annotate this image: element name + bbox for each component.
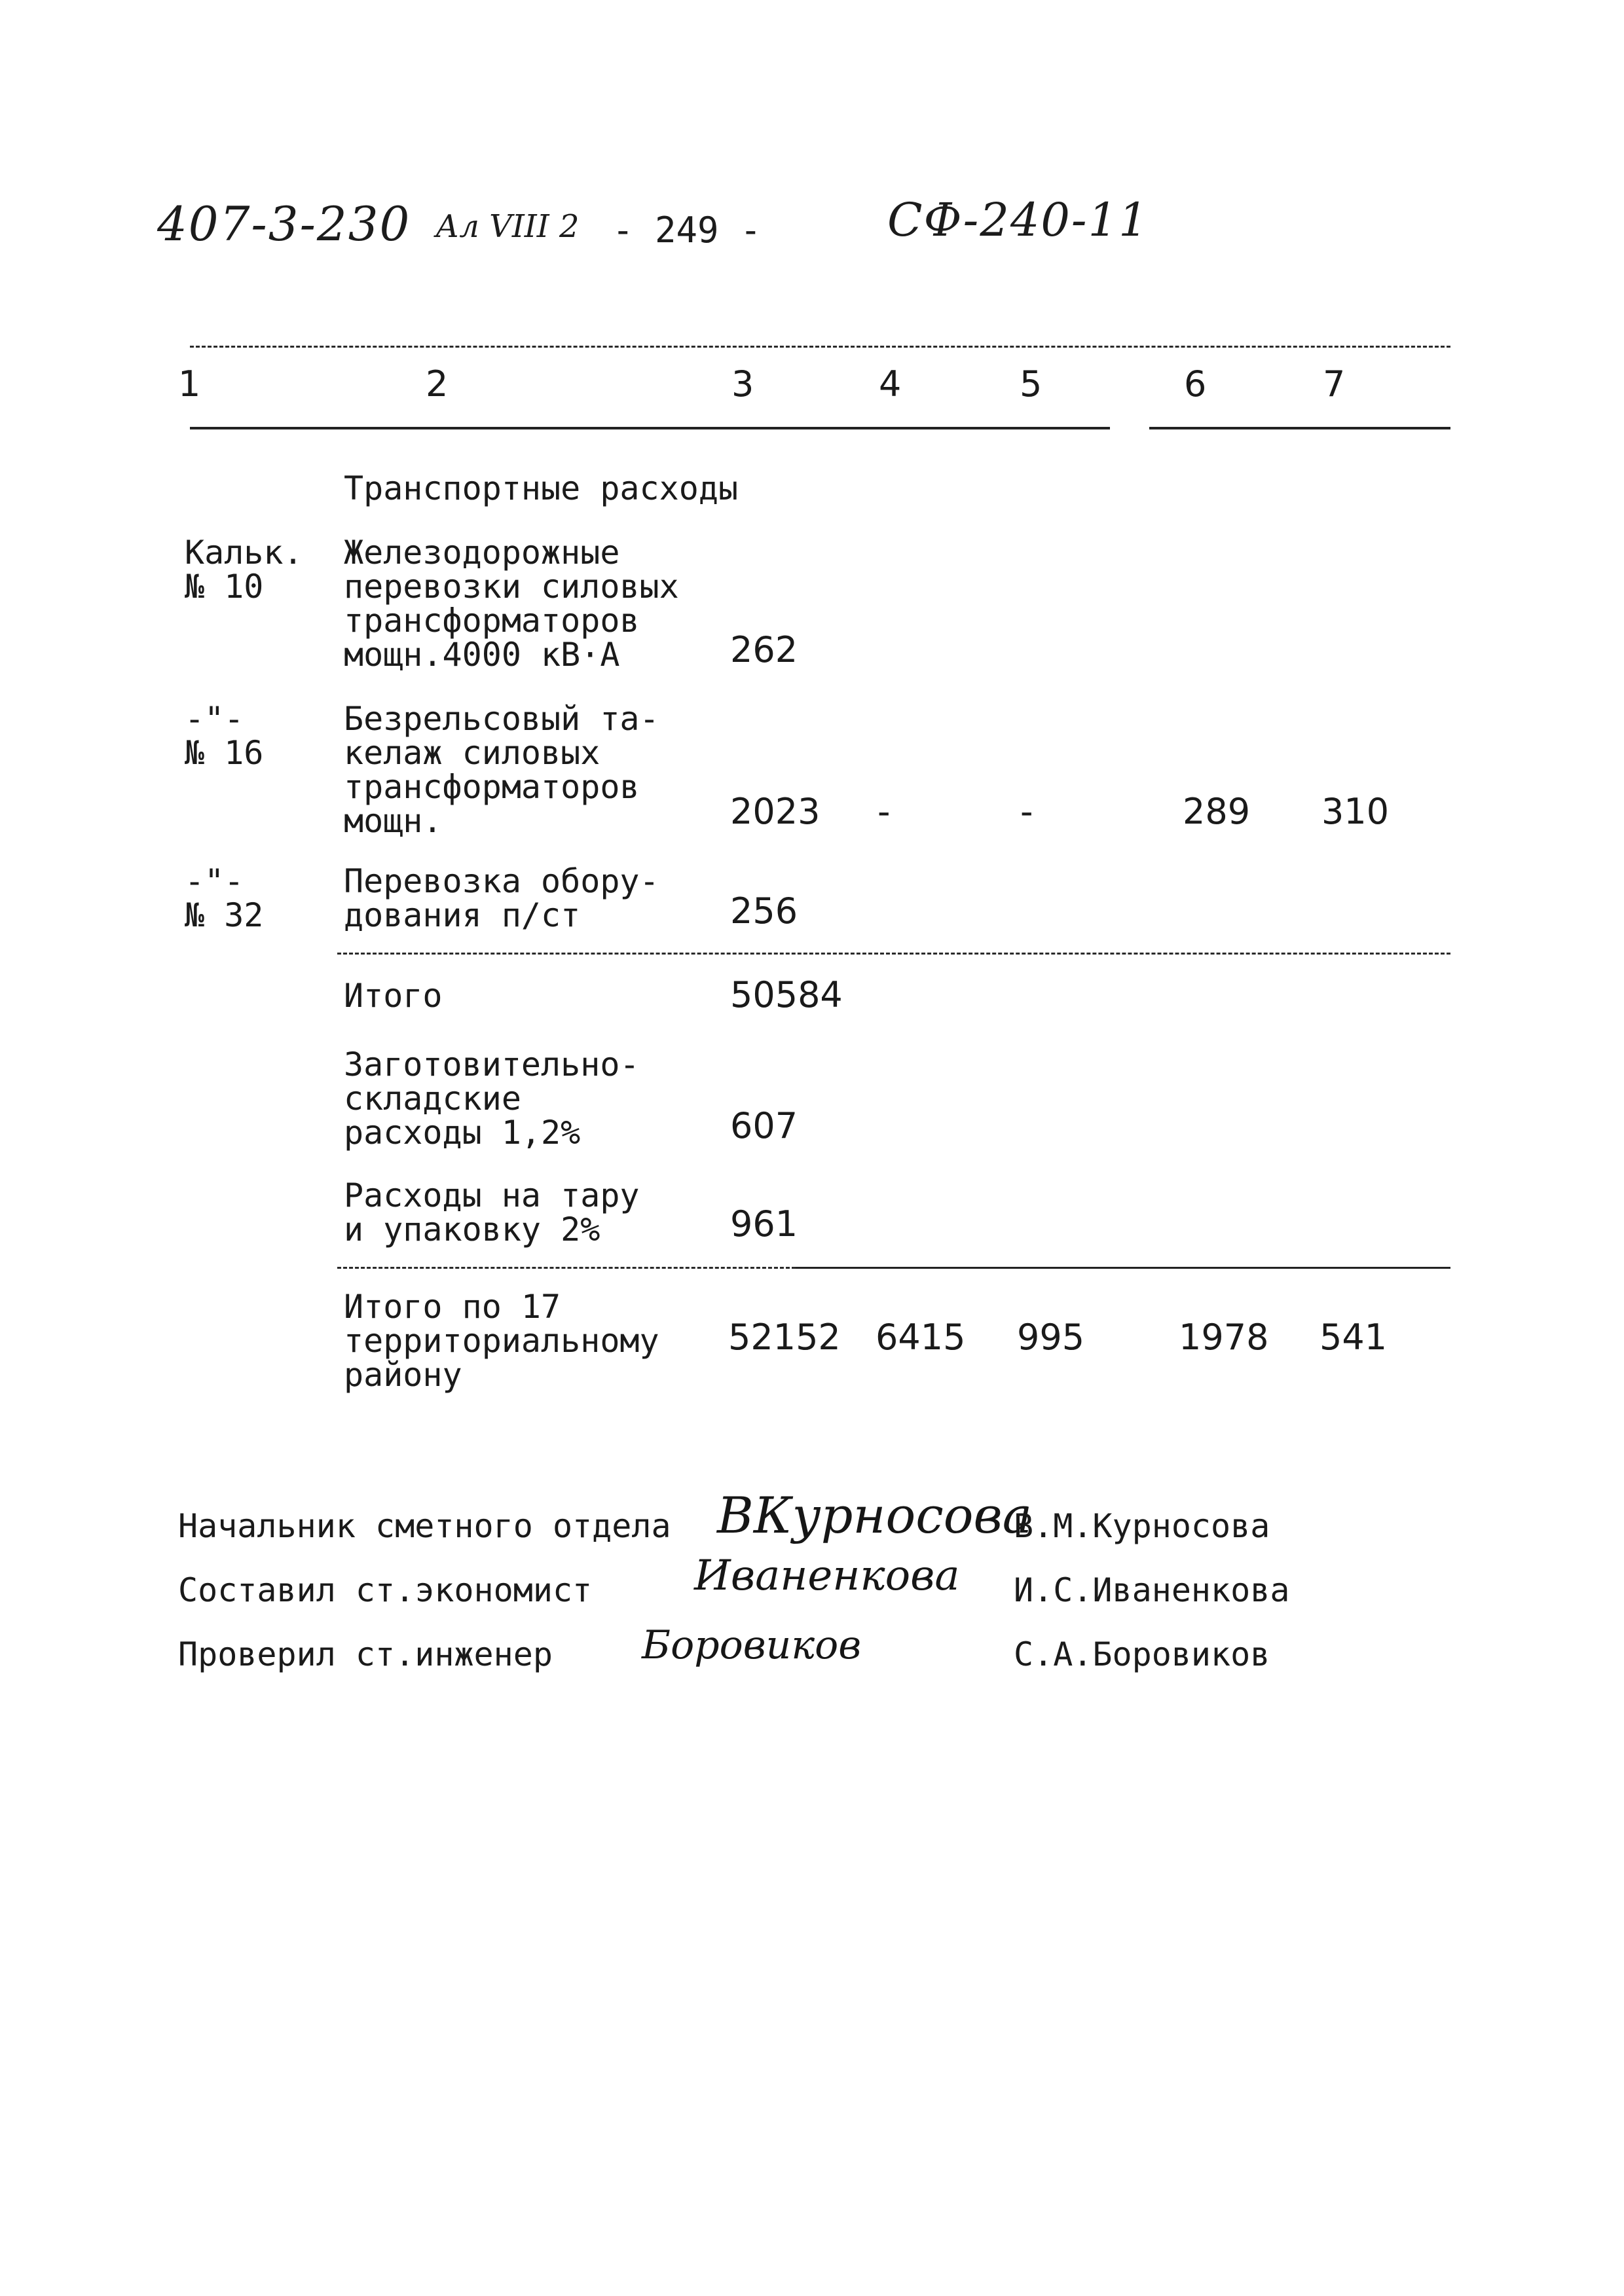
signatory-role-head: Начальник сметного отдела	[178, 1507, 671, 1545]
signatory-role-economist: Составил ст.экономист	[178, 1571, 593, 1609]
page-number: - 249 -	[612, 210, 762, 251]
total-value-col4: 6415	[876, 1317, 966, 1358]
packaging-value: 961	[730, 1203, 798, 1245]
row-description: Безрельсовый та- келаж силовых трансформаторов мощн.	[344, 700, 659, 840]
column-number-5: 5	[1020, 363, 1043, 405]
column-number-3: 3	[731, 363, 754, 405]
row-ref: Кальк. № 10	[185, 534, 303, 606]
total-rule-solid	[796, 1267, 1450, 1269]
signatory-name-head: В.М.Курносова	[1014, 1507, 1270, 1545]
signatory-name-engineer: С.А.Боровиков	[1014, 1635, 1270, 1673]
row-value-col3: 262	[730, 629, 798, 670]
handwritten-signature-head: ВКурносова	[717, 1486, 1033, 1544]
handwritten-signature-economist: Иваненкова	[694, 1552, 960, 1600]
row-ref: -"- № 32	[185, 862, 264, 934]
section-title: Транспортные расходы	[344, 469, 739, 507]
itogo-label: Итого	[344, 977, 443, 1015]
row-value-col4: -	[877, 791, 891, 832]
row-description: Железодорожные перевозки силовых трансформаторов мощн.4000 кВ·А	[344, 534, 679, 674]
total-rule-dashed	[337, 1267, 796, 1269]
column-number-2: 2	[426, 363, 449, 405]
column-number-7: 7	[1323, 363, 1346, 405]
column-number-1: 1	[178, 363, 201, 405]
procurement-label: Заготовительно- складские расходы 1,2%	[344, 1046, 640, 1152]
sheet-reference: Ал VIII 2	[435, 208, 580, 245]
total-value-col5: 995	[1017, 1317, 1085, 1358]
signatory-name-economist: И.С.Иваненкова	[1014, 1571, 1290, 1609]
total-value-col3: 52152	[728, 1317, 841, 1358]
row-value-col5: -	[1020, 791, 1033, 832]
table-top-rule	[190, 346, 1450, 348]
column-number-6: 6	[1184, 363, 1207, 405]
handwritten-signature-engineer: Боровиков	[642, 1622, 862, 1668]
signatory-role-engineer: Проверил ст.инженер	[178, 1635, 553, 1673]
header-bottom-rule-left	[190, 427, 1110, 429]
procurement-value: 607	[730, 1105, 798, 1146]
total-value-col6: 1978	[1179, 1317, 1269, 1358]
total-value-col7: 541	[1320, 1317, 1388, 1358]
column-number-4: 4	[879, 363, 902, 405]
row-value-col7: 310	[1321, 791, 1390, 832]
header-bottom-rule-right	[1149, 427, 1450, 429]
packaging-label: Расходы на тару и упаковку 2%	[344, 1176, 640, 1248]
row-value-col3: 2023	[730, 791, 821, 832]
row-description: Перевозка обору- дования п/ст	[344, 862, 659, 934]
row-value-col6: 289	[1183, 791, 1251, 832]
total-label: Итого по 17 территориальному району	[344, 1288, 659, 1394]
sf-code: СФ-240-11	[887, 193, 1149, 247]
row-value-col3: 256	[730, 890, 798, 932]
row-ref: -"- № 16	[185, 700, 264, 772]
document-code: 407-3-230	[157, 196, 411, 251]
subtotal-rule	[337, 953, 1450, 955]
itogo-value: 50584	[730, 974, 843, 1015]
